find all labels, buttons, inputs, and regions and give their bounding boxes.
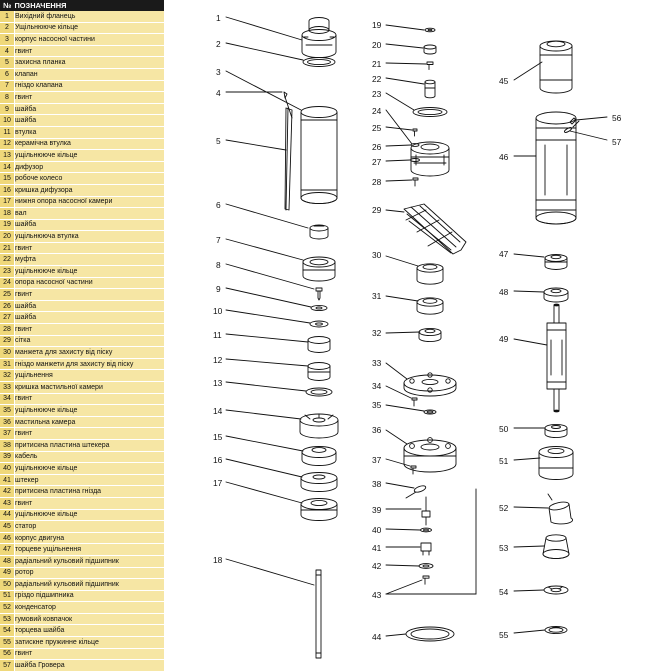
legend-row-text: шайба xyxy=(15,115,165,127)
part-31-sand-sleeve-seat xyxy=(417,298,443,314)
callout-42: 42 xyxy=(372,561,382,571)
legend-row xyxy=(0,196,164,208)
legend-row-text: гвинт xyxy=(15,428,165,440)
legend-row xyxy=(0,579,164,591)
legend-row-number: 1 xyxy=(0,11,15,22)
callout-47: 47 xyxy=(499,249,509,259)
part-17-lower-support xyxy=(301,499,337,521)
legend-row-number: 50 xyxy=(0,579,15,591)
part-16-diffuser-cover xyxy=(301,473,337,492)
callout-3: 3 xyxy=(216,67,221,77)
legend-row-text: гвинт xyxy=(15,92,165,104)
legend-row xyxy=(0,637,164,649)
legend-row xyxy=(0,648,164,660)
legend-row-text: притискна пластина штекера xyxy=(15,439,165,451)
legend-row-number: 8 xyxy=(0,92,15,104)
legend-row-number: 43 xyxy=(0,497,15,509)
legend-row-text: гвинт xyxy=(15,242,165,254)
part-35-oring xyxy=(424,410,436,414)
legend-row-text: штекер xyxy=(15,474,165,486)
legend-row-text: конденсатор xyxy=(15,602,165,614)
callout-6: 6 xyxy=(216,200,221,210)
legend-row-text: мастильна камера xyxy=(15,416,165,428)
part-40-oring xyxy=(421,528,432,532)
legend-row-text: захисна планка xyxy=(15,57,165,69)
legend-row xyxy=(0,370,164,382)
callout-21: 21 xyxy=(372,59,382,69)
callout-41: 41 xyxy=(372,543,382,553)
legend-row-text: корпус насосної частини xyxy=(15,34,165,46)
part-12-ceramic-bushing xyxy=(308,363,330,381)
legend-row-text: ущільнююче кільце xyxy=(15,266,165,278)
legend-row xyxy=(0,625,164,637)
legend-row-number: 19 xyxy=(0,219,15,231)
legend-row xyxy=(0,567,164,579)
callout-4: 4 xyxy=(216,88,221,98)
legend-header-text: ПОЗНАЧЕННЯ xyxy=(15,0,165,11)
callout-38: 38 xyxy=(372,479,382,489)
legend-row-text: кришка дифузора xyxy=(15,184,165,196)
callout-46: 46 xyxy=(499,152,509,162)
part-46-motor-housing xyxy=(536,112,576,224)
part-53-rubber-cap xyxy=(543,535,569,559)
legend-row xyxy=(0,509,164,521)
legend-row-number: 22 xyxy=(0,254,15,266)
part-45-stator xyxy=(540,41,572,93)
callout-24: 24 xyxy=(372,106,382,116)
legend-row xyxy=(0,126,164,138)
legend-row-text: шайба xyxy=(15,300,165,312)
callout-53: 53 xyxy=(499,543,509,553)
legend-row xyxy=(0,324,164,336)
legend-row-number: 9 xyxy=(0,103,15,115)
legend-row-number: 53 xyxy=(0,613,15,625)
legend-row-text: робоче колесо xyxy=(15,173,165,185)
part-5-protective-bar xyxy=(285,108,292,210)
part-36-oil-chamber xyxy=(404,438,456,472)
legend-row xyxy=(0,521,164,533)
part-50-ball-bearing xyxy=(545,424,567,437)
legend-row-number: 4 xyxy=(0,45,15,57)
part-21-screw xyxy=(427,62,433,70)
legend-row-number: 23 xyxy=(0,266,15,278)
part-9-washer xyxy=(311,305,327,310)
part-27-washer xyxy=(411,159,420,162)
callout-7: 7 xyxy=(216,235,221,245)
legend-row-text: дифузор xyxy=(15,161,165,173)
legend-row-number: 13 xyxy=(0,150,15,162)
callout-33: 33 xyxy=(372,358,382,368)
legend-row-number: 30 xyxy=(0,347,15,359)
part-19-washer xyxy=(425,28,435,32)
legend-row-text: кабель xyxy=(15,451,165,463)
legend-row xyxy=(0,68,164,80)
part-42-socket-press-plate xyxy=(419,564,433,569)
legend-row-number: 41 xyxy=(0,474,15,486)
legend-row-number: 38 xyxy=(0,439,15,451)
legend-row-text: муфта xyxy=(15,254,165,266)
legend-row xyxy=(0,80,164,92)
part-10-washer xyxy=(310,321,328,327)
legend-row-text: ротор xyxy=(15,567,165,579)
legend-row-number: 14 xyxy=(0,161,15,173)
legend-row-number: 40 xyxy=(0,463,15,475)
legend-row-text: Вихідний фланець xyxy=(15,11,165,22)
part-20-sealing-bushing xyxy=(424,45,436,54)
part-11-bushing xyxy=(308,337,330,353)
part-43-screw xyxy=(423,576,429,584)
legend-body xyxy=(0,11,164,671)
legend-row-number: 55 xyxy=(0,637,15,649)
legend-header-row xyxy=(0,0,164,11)
legend-row-number: 24 xyxy=(0,277,15,289)
callout-25: 25 xyxy=(372,123,382,133)
legend-row xyxy=(0,312,164,324)
legend-row-text: кришка мастильної камери xyxy=(15,382,165,394)
legend-row xyxy=(0,347,164,359)
legend-row xyxy=(0,439,164,451)
part-7-valve-seat xyxy=(303,257,335,281)
legend-row-text: гвинт xyxy=(15,497,165,509)
legend-row xyxy=(0,138,164,150)
legend-row-text: вал xyxy=(15,208,165,220)
legend-row-number: 18 xyxy=(0,208,15,220)
callout-44: 44 xyxy=(372,632,382,642)
legend-row-number: 12 xyxy=(0,138,15,150)
legend-row-text: втулка xyxy=(15,126,165,138)
legend-row-text: гніздо манжети для захисту від піску xyxy=(15,358,165,370)
legend-row-text: гумовий ковпачок xyxy=(15,613,165,625)
legend-row-text: Ущільнююче кільце xyxy=(15,22,165,34)
legend-row xyxy=(0,428,164,440)
legend-row xyxy=(0,184,164,196)
legend-row xyxy=(0,242,164,254)
legend-row-text: радіальний кульовий підшипник xyxy=(15,555,165,567)
legend-row-number: 17 xyxy=(0,196,15,208)
callout-57: 57 xyxy=(612,137,622,147)
legend-row-number: 54 xyxy=(0,625,15,637)
legend-row xyxy=(0,22,164,34)
legend-row xyxy=(0,34,164,46)
part-33-oil-chamber-cover xyxy=(404,373,456,396)
legend-row-text: ущільнення xyxy=(15,370,165,382)
part-32-seal xyxy=(419,328,441,341)
legend-row-text: гвинт xyxy=(15,648,165,660)
callout-29: 29 xyxy=(372,205,382,215)
part-8-screw xyxy=(316,288,322,300)
legend-row-number: 34 xyxy=(0,393,15,405)
legend-row-number: 21 xyxy=(0,242,15,254)
callout-34: 34 xyxy=(372,381,382,391)
callout-45: 45 xyxy=(499,76,509,86)
callout-2: 2 xyxy=(216,39,221,49)
legend-row-text: ущільнююче кільце xyxy=(15,509,165,521)
callout-56: 56 xyxy=(612,113,622,123)
part-56-screw xyxy=(570,118,579,127)
legend-row xyxy=(0,150,164,162)
legend-row xyxy=(0,11,164,22)
callout-13: 13 xyxy=(213,378,223,388)
legend-row xyxy=(0,335,164,347)
callout-39: 39 xyxy=(372,505,382,515)
legend-row-number: 2 xyxy=(0,22,15,34)
legend-row-text: сітка xyxy=(15,335,165,347)
legend-row-number: 33 xyxy=(0,382,15,394)
legend-row-number: 49 xyxy=(0,567,15,579)
legend-row-number: 51 xyxy=(0,590,15,602)
legend-row-number: 39 xyxy=(0,451,15,463)
legend-row-text: опора насосної частини xyxy=(15,277,165,289)
legend-row-number: 44 xyxy=(0,509,15,521)
part-14-diffuser xyxy=(300,414,338,438)
legend-row xyxy=(0,277,164,289)
legend-row xyxy=(0,266,164,278)
part-51-bearing-seat xyxy=(539,447,573,480)
callout-18: 18 xyxy=(213,555,223,565)
legend-row-text: манжета для захисту від піску xyxy=(15,347,165,359)
legend-row-number: 42 xyxy=(0,486,15,498)
legend-row-number: 48 xyxy=(0,555,15,567)
legend-row xyxy=(0,451,164,463)
callout-48: 48 xyxy=(499,287,509,297)
legend-row-number: 36 xyxy=(0,416,15,428)
part-38-plug-press-plate xyxy=(406,485,427,498)
legend-row-text: притискна пластина гнізда xyxy=(15,486,165,498)
callout-12: 12 xyxy=(213,355,223,365)
legend-row xyxy=(0,590,164,602)
legend-row-number: 25 xyxy=(0,289,15,301)
legend-row xyxy=(0,173,164,185)
part-44-oring xyxy=(406,627,454,641)
legend-row-number: 32 xyxy=(0,370,15,382)
callout-22: 22 xyxy=(372,74,382,84)
parts-legend-table xyxy=(0,0,164,672)
legend-row-number: 26 xyxy=(0,300,15,312)
legend-row xyxy=(0,532,164,544)
legend-row-text: статор xyxy=(15,521,165,533)
callout-52: 52 xyxy=(499,503,509,513)
part-39-cable xyxy=(422,497,430,525)
drawing-canvas xyxy=(164,0,655,670)
legend-row-text: керамічна втулка xyxy=(15,138,165,150)
legend-row xyxy=(0,555,164,567)
legend-row-text: ущільнююча втулка xyxy=(15,231,165,243)
callout-19: 19 xyxy=(372,20,382,30)
legend-row xyxy=(0,115,164,127)
legend-row-text: шайба Гровера xyxy=(15,660,165,672)
legend-row xyxy=(0,103,164,115)
legend-row-text: клапан xyxy=(15,68,165,80)
legend-row xyxy=(0,613,164,625)
legend-row xyxy=(0,358,164,370)
legend-row xyxy=(0,254,164,266)
legend-row-number: 20 xyxy=(0,231,15,243)
legend-row-text: торцева шайба xyxy=(15,625,165,637)
legend-row-text: гвинт xyxy=(15,393,165,405)
part-23-oring xyxy=(413,108,447,117)
callout-26: 26 xyxy=(372,142,382,152)
callout-17: 17 xyxy=(213,478,223,488)
callout-51: 51 xyxy=(499,456,509,466)
legend-row-number: 46 xyxy=(0,532,15,544)
legend-row-number: 3 xyxy=(0,34,15,46)
part-1-outlet-flange xyxy=(302,18,336,58)
legend-row-text: ущільнююче кільце xyxy=(15,463,165,475)
legend-row-text: гріздо підшипника xyxy=(15,590,165,602)
legend-row-text: радіальний кульовий підшипник xyxy=(15,579,165,591)
callout-54: 54 xyxy=(499,587,509,597)
part-47-mechanical-seal xyxy=(545,255,567,270)
legend-row xyxy=(0,300,164,312)
part-41-plug xyxy=(421,543,431,555)
legend-row-number: 6 xyxy=(0,68,15,80)
part-26-washer xyxy=(411,144,419,147)
callout-5: 5 xyxy=(216,136,221,146)
part-2-oring xyxy=(303,58,335,67)
part-34-screw xyxy=(412,398,417,406)
part-6-valve xyxy=(310,225,328,239)
callout-55: 55 xyxy=(499,630,509,640)
legend-row-text: затискне пружинне кільце xyxy=(15,637,165,649)
legend-row-number: 29 xyxy=(0,335,15,347)
legend-row xyxy=(0,231,164,243)
legend-row-text: шайба xyxy=(15,219,165,231)
legend-row-text: гніздо клапана xyxy=(15,80,165,92)
part-52-capacitor xyxy=(548,494,573,524)
part-28-screw xyxy=(413,178,418,186)
legend-row-text: гвинт xyxy=(15,45,165,57)
legend-row-text: шайба xyxy=(15,103,165,115)
part-48-ball-bearing xyxy=(544,288,568,302)
legend-row xyxy=(0,405,164,417)
callout-11: 11 xyxy=(213,330,222,340)
legend-row-number: 15 xyxy=(0,173,15,185)
callout-36: 36 xyxy=(372,425,382,435)
callout-40: 40 xyxy=(372,525,382,535)
part-29-strainer xyxy=(404,204,466,254)
callout-49: 49 xyxy=(499,334,509,344)
part-18-shaft xyxy=(316,570,321,658)
legend-row-number: 31 xyxy=(0,358,15,370)
legend-row-number: 5 xyxy=(0,57,15,69)
legend-row xyxy=(0,289,164,301)
callout-14: 14 xyxy=(213,406,223,416)
legend-row xyxy=(0,602,164,614)
legend-row xyxy=(0,382,164,394)
callout-1: 1 xyxy=(216,13,221,23)
legend-row xyxy=(0,219,164,231)
callout-37: 37 xyxy=(372,455,382,465)
legend-row xyxy=(0,497,164,509)
callout-31: 31 xyxy=(372,291,382,301)
legend-row-text: гвинт xyxy=(15,324,165,336)
part-22-coupling xyxy=(425,80,435,98)
part-54-end-washer xyxy=(544,586,568,594)
callout-10: 10 xyxy=(213,306,223,316)
legend-row xyxy=(0,161,164,173)
legend-row xyxy=(0,208,164,220)
legend-row xyxy=(0,544,164,556)
legend-row-number: 56 xyxy=(0,648,15,660)
legend-row xyxy=(0,474,164,486)
callout-23: 23 xyxy=(372,89,382,99)
legend-row-text: торцеве ущільнення xyxy=(15,544,165,556)
legend-row-number: 37 xyxy=(0,428,15,440)
callout-20: 20 xyxy=(372,40,382,50)
legend-row-number: 52 xyxy=(0,602,15,614)
callout-15: 15 xyxy=(213,432,223,442)
callout-8: 8 xyxy=(216,260,221,270)
legend-row-number: 57 xyxy=(0,660,15,672)
legend-row xyxy=(0,57,164,69)
legend-row-number: 16 xyxy=(0,184,15,196)
callout-9: 9 xyxy=(216,284,221,294)
legend-row-text: ущільнююче кільце xyxy=(15,405,165,417)
legend-row-text: нижня опора насосної камери xyxy=(15,196,165,208)
legend-row xyxy=(0,486,164,498)
part-25-screw xyxy=(413,129,417,136)
legend-row xyxy=(0,463,164,475)
part-30-sand-sleeve xyxy=(417,264,443,284)
part-15-impeller xyxy=(302,447,336,466)
legend-row-number: 10 xyxy=(0,115,15,127)
legend-row xyxy=(0,416,164,428)
legend-row-number: 45 xyxy=(0,521,15,533)
callout-30: 30 xyxy=(372,250,382,260)
legend-row-number: 27 xyxy=(0,312,15,324)
callout-50: 50 xyxy=(499,424,509,434)
legend-row-text: корпус двигуна xyxy=(15,532,165,544)
callout-16: 16 xyxy=(213,455,223,465)
legend-row-text: гвинт xyxy=(15,289,165,301)
callout-35: 35 xyxy=(372,400,382,410)
legend-row-text: ущільнююче кільце xyxy=(15,150,165,162)
legend-row-number: 28 xyxy=(0,324,15,336)
part-3-pump-housing xyxy=(301,107,337,204)
part-13-oring xyxy=(306,388,332,396)
legend-row-number: 35 xyxy=(0,405,15,417)
callout-43: 43 xyxy=(372,590,382,600)
legend-row-number: 11 xyxy=(0,126,15,138)
part-55-retaining-ring xyxy=(545,626,567,633)
callout-32: 32 xyxy=(372,328,382,338)
legend-row-number: 7 xyxy=(0,80,15,92)
legend-row-text: шайба xyxy=(15,312,165,324)
callout-27: 27 xyxy=(372,157,382,167)
legend-row-number: 47 xyxy=(0,544,15,556)
parts-illustration xyxy=(164,0,655,670)
callout-28: 28 xyxy=(372,177,382,187)
legend-row xyxy=(0,393,164,405)
legend-header-number: № xyxy=(0,0,15,11)
part-49-rotor xyxy=(547,304,566,412)
legend-row xyxy=(0,92,164,104)
legend-row xyxy=(0,45,164,57)
